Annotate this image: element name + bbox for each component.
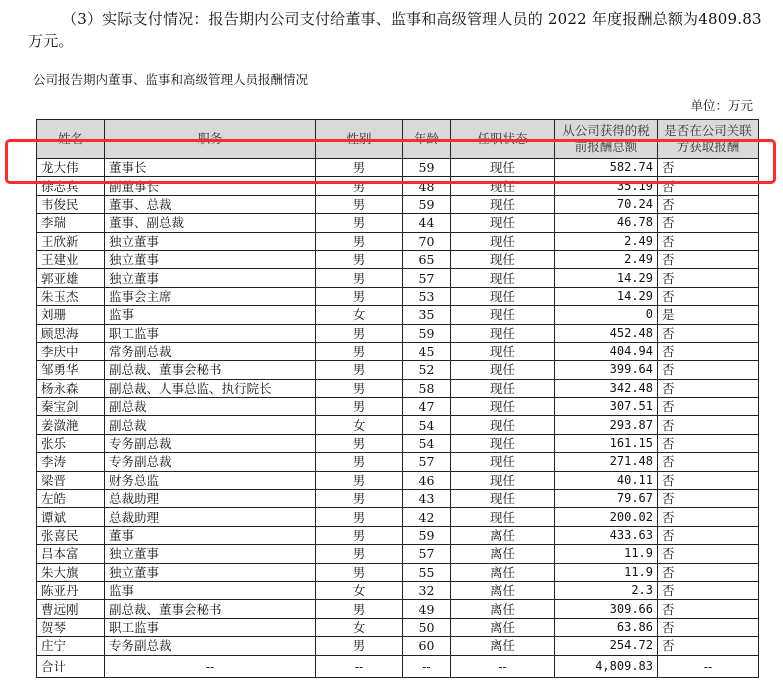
- header-pay: 从公司获得的税前报酬总额: [555, 120, 658, 159]
- cell-age: 47: [403, 398, 451, 416]
- total-related: --: [658, 655, 759, 677]
- cell-age: 42: [403, 508, 451, 526]
- cell-age: 57: [403, 269, 451, 287]
- cell-name: 梁晋: [37, 471, 105, 489]
- cell-related: 否: [658, 269, 759, 287]
- table-row: [37, 250, 759, 268]
- cell-name: 陈亚丹: [37, 581, 105, 599]
- table-row: [37, 490, 759, 508]
- cell-title: 董事: [105, 526, 316, 544]
- cell-related: 否: [658, 232, 759, 250]
- cell-status: 离任: [451, 618, 555, 636]
- cell-gender: 男: [316, 195, 403, 213]
- cell-related: 否: [658, 508, 759, 526]
- table-body: [37, 159, 759, 656]
- cell-title: 监事: [105, 306, 316, 324]
- table-row: [37, 618, 759, 636]
- cell-gender: 男: [316, 379, 403, 397]
- cell-name: 韦俊民: [37, 195, 105, 213]
- table-header-row: [37, 120, 759, 159]
- header-name: 姓名: [37, 120, 105, 159]
- cell-pay: 433.63: [555, 526, 658, 544]
- cell-pay: 582.74: [555, 159, 658, 177]
- cell-status: 现任: [451, 490, 555, 508]
- cell-related: 否: [658, 324, 759, 342]
- cell-name: 朱玉杰: [37, 287, 105, 305]
- cell-name: 王建业: [37, 250, 105, 268]
- cell-gender: 男: [316, 269, 403, 287]
- cell-gender: 男: [316, 159, 403, 177]
- cell-status: 现任: [451, 416, 555, 434]
- cell-related: 否: [658, 471, 759, 489]
- cell-age: 45: [403, 342, 451, 360]
- cell-related: 否: [658, 600, 759, 618]
- cell-title: 董事长: [105, 159, 316, 177]
- table-row: [37, 159, 759, 177]
- table-row: [37, 342, 759, 360]
- cell-pay: 35.19: [555, 177, 658, 195]
- cell-age: 50: [403, 618, 451, 636]
- cell-gender: 男: [316, 324, 403, 342]
- header-gender: 性别: [316, 120, 403, 159]
- cell-status: 现任: [451, 306, 555, 324]
- cell-name: 徐志宾: [37, 177, 105, 195]
- cell-pay: 452.48: [555, 324, 658, 342]
- cell-name: 姜潋滟: [37, 416, 105, 434]
- cell-age: 52: [403, 361, 451, 379]
- cell-status: 现任: [451, 250, 555, 268]
- cell-name: 李瑞: [37, 214, 105, 232]
- table-row: [37, 508, 759, 526]
- cell-status: 离任: [451, 600, 555, 618]
- cell-title: 副总裁、董事会秘书: [105, 361, 316, 379]
- cell-title: 副总裁、人事总监、执行院长: [105, 379, 316, 397]
- cell-status: 离任: [451, 545, 555, 563]
- cell-age: 57: [403, 545, 451, 563]
- total-status: --: [451, 655, 555, 677]
- cell-title: 独立董事: [105, 269, 316, 287]
- cell-age: 70: [403, 232, 451, 250]
- cell-related: 否: [658, 379, 759, 397]
- cell-age: 59: [403, 195, 451, 213]
- cell-related: 否: [658, 159, 759, 177]
- cell-gender: 男: [316, 453, 403, 471]
- cell-gender: 男: [316, 398, 403, 416]
- cell-status: 现任: [451, 232, 555, 250]
- cell-title: 副董事长: [105, 177, 316, 195]
- cell-pay: 0: [555, 306, 658, 324]
- cell-status: 现任: [451, 195, 555, 213]
- cell-related: 否: [658, 637, 759, 655]
- cell-pay: 307.51: [555, 398, 658, 416]
- cell-name: 龙大伟: [37, 159, 105, 177]
- cell-status: 离任: [451, 581, 555, 599]
- cell-name: 曹远刚: [37, 600, 105, 618]
- cell-age: 57: [403, 453, 451, 471]
- cell-name: 郭亚雄: [37, 269, 105, 287]
- table-row: [37, 361, 759, 379]
- cell-gender: 男: [316, 545, 403, 563]
- cell-title: 独立董事: [105, 545, 316, 563]
- table-row: [37, 177, 759, 195]
- cell-gender: 男: [316, 342, 403, 360]
- cell-status: 现任: [451, 214, 555, 232]
- cell-related: 否: [658, 618, 759, 636]
- cell-gender: 男: [316, 600, 403, 618]
- table-row: [37, 545, 759, 563]
- cell-status: 现任: [451, 508, 555, 526]
- cell-name: 李涛: [37, 453, 105, 471]
- cell-title: 副总裁: [105, 398, 316, 416]
- table-row: [37, 453, 759, 471]
- cell-pay: 11.9: [555, 563, 658, 581]
- cell-pay: 2.49: [555, 250, 658, 268]
- cell-pay: 271.48: [555, 453, 658, 471]
- cell-pay: 46.78: [555, 214, 658, 232]
- cell-pay: 70.24: [555, 195, 658, 213]
- cell-title: 总裁助理: [105, 508, 316, 526]
- cell-title: 专务副总裁: [105, 434, 316, 452]
- cell-gender: 男: [316, 471, 403, 489]
- cell-gender: 男: [316, 490, 403, 508]
- cell-status: 现任: [451, 434, 555, 452]
- table-row: [37, 581, 759, 599]
- cell-status: 现任: [451, 287, 555, 305]
- cell-age: 58: [403, 379, 451, 397]
- cell-gender: 男: [316, 526, 403, 544]
- total-label: 合计: [37, 655, 105, 677]
- table-row: [37, 232, 759, 250]
- cell-title: 专务副总裁: [105, 453, 316, 471]
- cell-age: 65: [403, 250, 451, 268]
- cell-related: 否: [658, 434, 759, 452]
- table-subtitle: 公司报告期内董事、监事和高级管理人员报酬情况: [33, 72, 309, 87]
- cell-pay: 161.15: [555, 434, 658, 452]
- cell-related: 否: [658, 581, 759, 599]
- cell-gender: 男: [316, 232, 403, 250]
- cell-title: 财务总监: [105, 471, 316, 489]
- unit-label: 单位：万元: [690, 98, 753, 113]
- cell-status: 现任: [451, 453, 555, 471]
- cell-title: 职工监事: [105, 324, 316, 342]
- table-row: [37, 416, 759, 434]
- table-row: [37, 637, 759, 655]
- cell-age: 49: [403, 600, 451, 618]
- cell-title: 独立董事: [105, 232, 316, 250]
- cell-gender: 男: [316, 563, 403, 581]
- cell-age: 55: [403, 563, 451, 581]
- header-related: 是否在公司关联方获取报酬: [658, 120, 759, 159]
- header-status: 任职状态: [451, 120, 555, 159]
- cell-gender: 女: [316, 618, 403, 636]
- header-age: 年龄: [403, 120, 451, 159]
- table-row: [37, 379, 759, 397]
- cell-name: 顾思海: [37, 324, 105, 342]
- cell-name: 邹勇华: [37, 361, 105, 379]
- cell-status: 离任: [451, 526, 555, 544]
- cell-related: 否: [658, 545, 759, 563]
- cell-related: 否: [658, 398, 759, 416]
- cell-title: 总裁助理: [105, 490, 316, 508]
- table-row: [37, 526, 759, 544]
- cell-pay: 200.02: [555, 508, 658, 526]
- cell-title: 监事: [105, 581, 316, 599]
- cell-age: 54: [403, 434, 451, 452]
- cell-age: 53: [403, 287, 451, 305]
- cell-status: 现任: [451, 324, 555, 342]
- cell-gender: 男: [316, 250, 403, 268]
- cell-gender: 女: [316, 306, 403, 324]
- cell-pay: 2.49: [555, 232, 658, 250]
- cell-status: 离任: [451, 637, 555, 655]
- cell-name: 王欣新: [37, 232, 105, 250]
- table-row: [37, 398, 759, 416]
- cell-gender: 女: [316, 581, 403, 599]
- cell-name: 左皓: [37, 490, 105, 508]
- cell-title: 副总裁、董事会秘书: [105, 600, 316, 618]
- cell-name: 贺琴: [37, 618, 105, 636]
- cell-age: 43: [403, 490, 451, 508]
- table-row: [37, 563, 759, 581]
- cell-title: 独立董事: [105, 563, 316, 581]
- cell-related: 否: [658, 563, 759, 581]
- total-gender: --: [316, 655, 403, 677]
- cell-pay: 79.67: [555, 490, 658, 508]
- cell-related: 否: [658, 361, 759, 379]
- table-row: [37, 195, 759, 213]
- cell-gender: 男: [316, 637, 403, 655]
- cell-related: 否: [658, 342, 759, 360]
- cell-pay: 342.48: [555, 379, 658, 397]
- cell-title: 独立董事: [105, 250, 316, 268]
- table-row: [37, 324, 759, 342]
- cell-related: 否: [658, 490, 759, 508]
- cell-gender: 男: [316, 214, 403, 232]
- table-row: [37, 287, 759, 305]
- table-row: [37, 471, 759, 489]
- cell-gender: 男: [316, 508, 403, 526]
- summary-paragraph: （3）实际支付情况：报告期内公司支付给董事、监事和高级管理人员的 2022 年度报酬总额为4809.83 万元。: [28, 10, 762, 50]
- table-row: [37, 600, 759, 618]
- cell-status: 现任: [451, 177, 555, 195]
- cell-status: 现任: [451, 269, 555, 287]
- cell-related: 否: [658, 177, 759, 195]
- cell-pay: 14.29: [555, 287, 658, 305]
- total-row: [37, 655, 759, 677]
- cell-name: 朱大旗: [37, 563, 105, 581]
- cell-age: 60: [403, 637, 451, 655]
- cell-name: 李庆中: [37, 342, 105, 360]
- cell-pay: 254.72: [555, 637, 658, 655]
- cell-title: 专务副总裁: [105, 637, 316, 655]
- header-title: 职务: [105, 120, 316, 159]
- cell-title: 董事、总裁: [105, 195, 316, 213]
- cell-age: 35: [403, 306, 451, 324]
- cell-pay: 309.66: [555, 600, 658, 618]
- cell-pay: 2.3: [555, 581, 658, 599]
- cell-gender: 男: [316, 434, 403, 452]
- table-row: [37, 214, 759, 232]
- cell-name: 吕本富: [37, 545, 105, 563]
- cell-status: 现任: [451, 159, 555, 177]
- cell-related: 否: [658, 287, 759, 305]
- cell-pay: 11.9: [555, 545, 658, 563]
- cell-age: 59: [403, 159, 451, 177]
- cell-related: 否: [658, 453, 759, 471]
- cell-age: 59: [403, 526, 451, 544]
- cell-related: 否: [658, 526, 759, 544]
- cell-pay: 40.11: [555, 471, 658, 489]
- cell-related: 否: [658, 195, 759, 213]
- cell-status: 现任: [451, 379, 555, 397]
- table-row: [37, 434, 759, 452]
- cell-name: 杨永森: [37, 379, 105, 397]
- cell-name: 秦宝剑: [37, 398, 105, 416]
- total-age: --: [403, 655, 451, 677]
- cell-status: 现任: [451, 361, 555, 379]
- cell-gender: 男: [316, 177, 403, 195]
- cell-name: 谭斌: [37, 508, 105, 526]
- cell-title: 常务副总裁: [105, 342, 316, 360]
- cell-status: 现任: [451, 398, 555, 416]
- cell-status: 现任: [451, 342, 555, 360]
- cell-status: 离任: [451, 563, 555, 581]
- cell-age: 59: [403, 324, 451, 342]
- cell-status: 现任: [451, 471, 555, 489]
- cell-name: 庄宁: [37, 637, 105, 655]
- cell-gender: 女: [316, 416, 403, 434]
- remuneration-table: [36, 119, 759, 678]
- cell-pay: 293.87: [555, 416, 658, 434]
- cell-title: 监事会主席: [105, 287, 316, 305]
- cell-gender: 男: [316, 287, 403, 305]
- cell-pay: 399.64: [555, 361, 658, 379]
- cell-age: 44: [403, 214, 451, 232]
- cell-pay: 14.29: [555, 269, 658, 287]
- cell-title: 董事、副总裁: [105, 214, 316, 232]
- cell-pay: 63.86: [555, 618, 658, 636]
- cell-age: 54: [403, 416, 451, 434]
- total-title: --: [105, 655, 316, 677]
- total-pay: 4,809.83: [555, 655, 658, 677]
- cell-name: 张喜民: [37, 526, 105, 544]
- cell-related: 否: [658, 214, 759, 232]
- table-row: [37, 269, 759, 287]
- cell-title: 职工监事: [105, 618, 316, 636]
- cell-related: 是: [658, 306, 759, 324]
- cell-name: 刘珊: [37, 306, 105, 324]
- cell-name: 张乐: [37, 434, 105, 452]
- cell-related: 否: [658, 250, 759, 268]
- cell-gender: 男: [316, 361, 403, 379]
- cell-pay: 404.94: [555, 342, 658, 360]
- cell-age: 32: [403, 581, 451, 599]
- cell-age: 48: [403, 177, 451, 195]
- cell-age: 46: [403, 471, 451, 489]
- cell-title: 副总裁: [105, 416, 316, 434]
- cell-related: 否: [658, 416, 759, 434]
- table-row: [37, 306, 759, 324]
